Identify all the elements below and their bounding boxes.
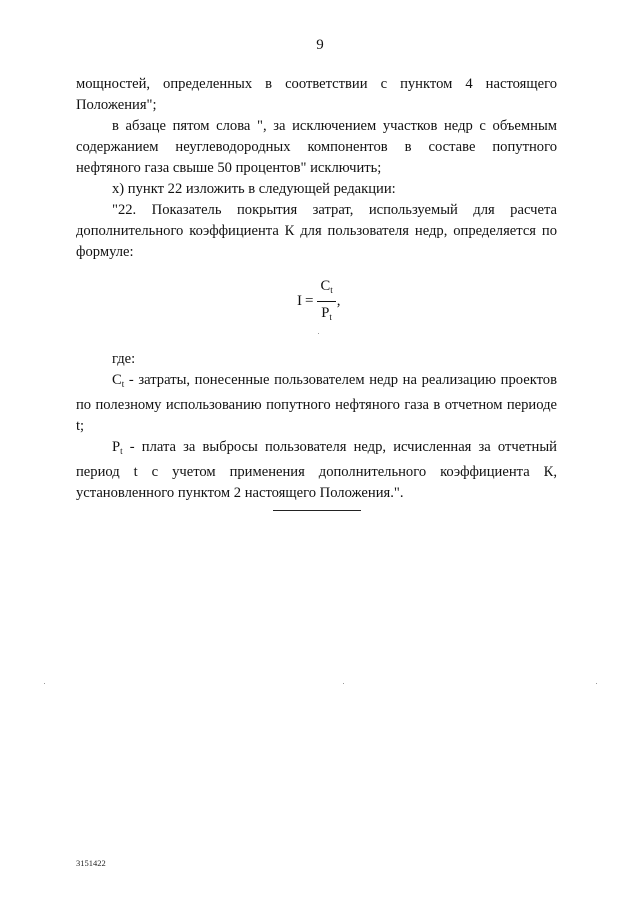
paragraph-item-22: "22. Показатель покрытия затрат, используемый для расчета дополнительного коэффициента К для пользователя недр, определяется по формуле: (76, 202, 557, 260)
formula-equals: = (305, 292, 314, 309)
paragraph-amendment-fifth: в абзаце пятом слова ", за исключением участков недр с объемным содержанием неуглеводородных компонентов в составе попутного нефтяного газа свыше 50 процентов" исключить; (76, 118, 557, 176)
formula-numerator (317, 277, 335, 302)
definition-costs (76, 370, 557, 437)
costs-definition-text: - затраты, понесенные пользователем недр на реализацию проектов по полезному использованию попутного нефтяного газа в отчетном периоде t; (76, 372, 557, 434)
scan-speck (44, 683, 45, 684)
denominator-symbol: P (321, 304, 330, 321)
formula (76, 273, 557, 343)
payment-subscript: t (120, 446, 123, 456)
formula-comma: , (336, 292, 341, 309)
end-separator-line (273, 510, 361, 511)
where-label: где: (112, 351, 136, 367)
costs-symbol: C (112, 372, 122, 388)
paragraph-item-x: х) пункт 22 изложить в следующей редакции: (112, 181, 396, 197)
formula-expression (297, 273, 340, 329)
document-code: 3151422 (76, 858, 106, 868)
scan-speck (596, 683, 597, 684)
numerator-subscript: t (330, 284, 333, 295)
definition-payment (76, 437, 557, 504)
costs-subscript: t (121, 379, 125, 389)
formula-lhs: I (297, 292, 302, 309)
paragraph-continuation: мощностей, определенных в соответствии с пунктом 4 настоящего Положения"; (76, 76, 557, 113)
scan-speck (343, 683, 344, 684)
scan-speck (318, 333, 319, 334)
document-body (76, 74, 557, 504)
numerator-symbol: C (320, 277, 331, 294)
payment-definition-text: - плата за выбросы пользователя недр, исчисленная за отчетный период t с учетом применения дополнительного коэффициента К, установленного пунктом 2 настоящего Положения.". (76, 439, 557, 501)
page-number: 9 (316, 37, 324, 53)
denominator-subscript: t (329, 311, 332, 322)
payment-symbol: P (112, 439, 121, 455)
formula-fraction (317, 277, 335, 326)
formula-denominator (318, 302, 335, 326)
